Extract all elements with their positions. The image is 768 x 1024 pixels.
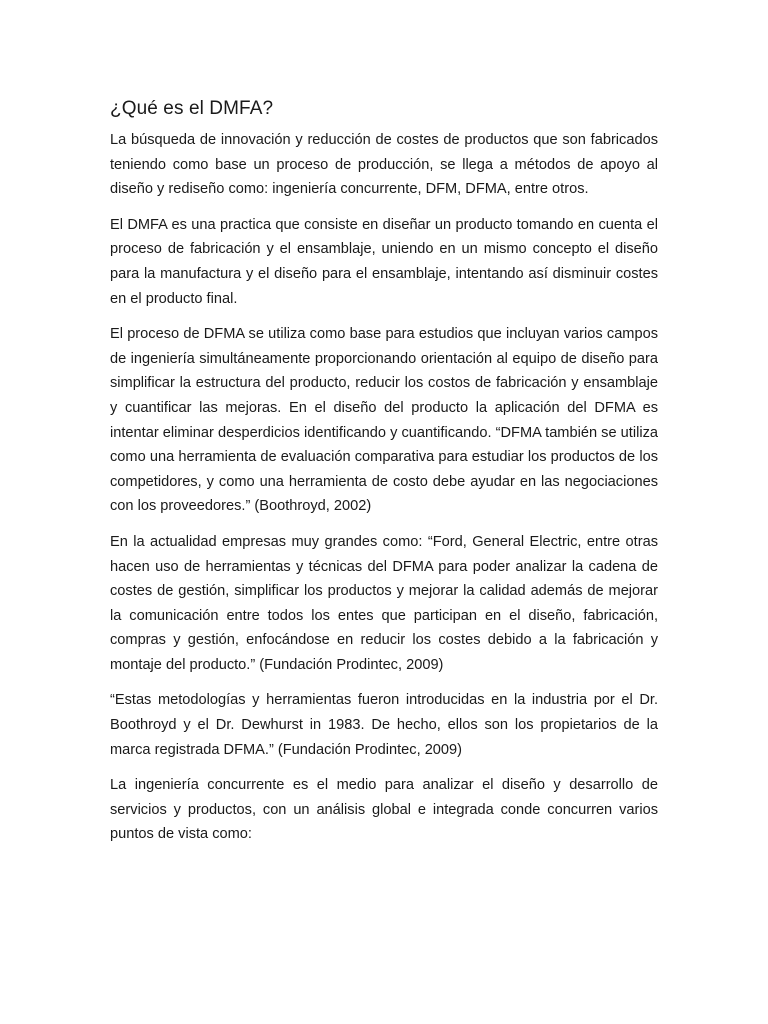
paragraph-5: “Estas metodologías y herramientas fueron introducidas en la industria por el Dr. Boothroyd y el Dr. Dewhurst in 1983. De hecho, ellos son los propietarios de la marca registrada DFMA.” (Fundación Prodintec, 2009) bbox=[110, 692, 658, 758]
document-page bbox=[110, 96, 658, 858]
paragraph-6: La ingeniería concurrente es el medio para analizar el diseño y desarrollo de servicios y productos, con un análisis global e integrada conde concurren varios puntos de vista como: bbox=[110, 777, 658, 843]
paragraph-3: El proceso de DFMA se utiliza como base para estudios que incluyan varios campos de ingeniería simultáneamente proporcionando orientación al equipo de diseño para simplificar la estructura del producto, reducir los costos de fabricación y ensamblaje y cuantificar las mejoras. En el diseño del producto la aplicación del DFMA es intentar eliminar desperdicios identificando y cuantificando. “DFMA también se utiliza como una herramienta de evaluación comparativa para estudiar los productos de los competidores, y como una herramienta de costo debe ayudar en las negociaciones con los proveedores.” (Boothroyd, 2002) bbox=[110, 326, 658, 515]
paragraph-2: El DMFA es una practica que consiste en diseñar un producto tomando en cuenta el proceso de fabricación y el ensamblaje, uniendo en un mismo concepto el diseño para la manufactura y el diseño para el ensamblaje, intentando así disminuir costes en el producto final. bbox=[110, 216, 658, 307]
paragraph-1: La búsqueda de innovación y reducción de costes de productos que son fabricados teniendo como base un proceso de producción, se llega a métodos de apoyo al diseño y rediseño como: ingeniería concurrente, DFM, DFMA, entre otros. bbox=[110, 132, 658, 198]
document-title: ¿Qué es el DMFA? bbox=[110, 98, 274, 119]
paragraph-4: En la actualidad empresas muy grandes como: “Ford, General Electric, entre otras hacen uso de herramientas y técnicas del DFMA para poder analizar la cadena de costes de gestión, simplificar los productos y mejorar la calidad además de mejorar la comunicación entre todos los entes que participan en el diseño, fabricación, compras y gestión, enfocándose en reducir los costes debido a la fabricación y montaje del producto.” (Fundación Prodintec, 2009) bbox=[110, 533, 658, 673]
